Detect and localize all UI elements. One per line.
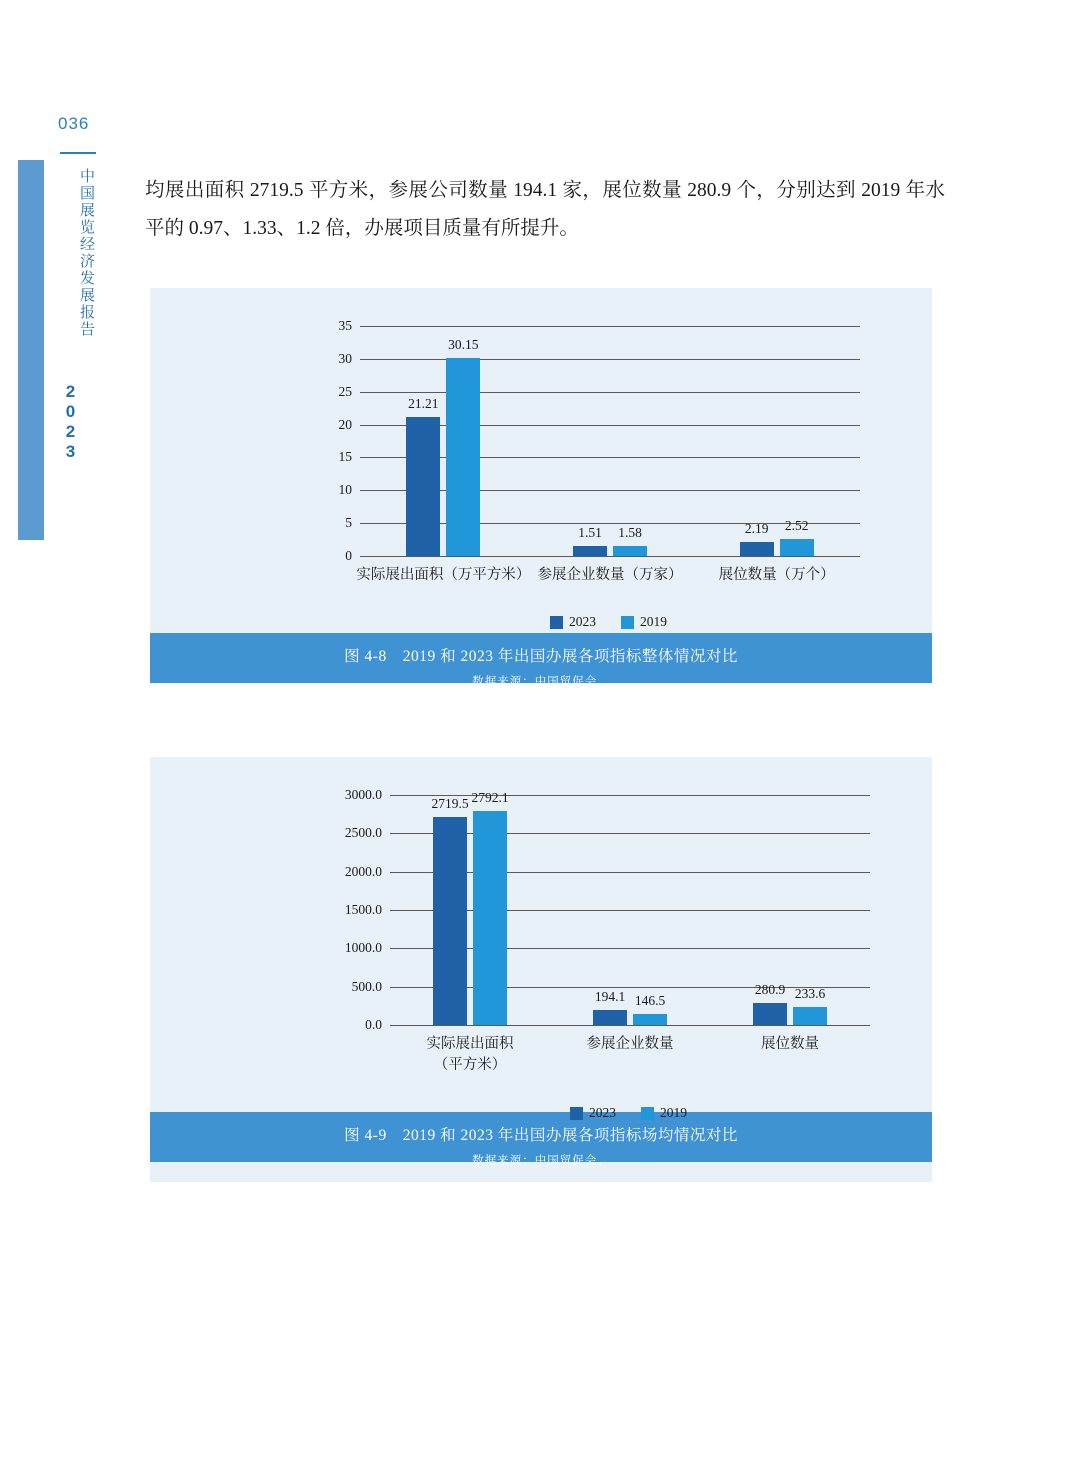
bar-2019-2 (793, 1007, 827, 1025)
gridline (390, 1025, 870, 1026)
y-axis-tick-label: 0.0 (365, 1017, 382, 1032)
figure-4-8 (150, 288, 932, 688)
y-axis-tick-label: 0 (345, 548, 352, 563)
y-axis-tick-label: 5 (345, 515, 352, 531)
figure-4-9 (150, 757, 932, 1182)
bar-2019-2 (780, 539, 814, 556)
bar-2023-1 (573, 546, 607, 556)
legend-swatch-2023 (570, 1107, 583, 1120)
bar-value-label: 233.6 (794, 986, 826, 1002)
gridline (360, 392, 860, 393)
y-axis-tick-label: 25 (338, 383, 352, 399)
x-axis-category-label: 参展企业数量（万家） (537, 567, 683, 583)
chart-legend (550, 614, 685, 630)
y-axis-tick-label: 20 (338, 416, 352, 432)
body-paragraph: 均展出面积 2719.5 平方米，参展公司数量 194.1 家，展位数量 280.9 个，分别达到 2019 年水平的 0.97、1.33、1.2 倍，办展项目质量有所提升。 (145, 180, 945, 239)
legend-label-2023: 2023 (569, 614, 596, 629)
bar-2019-1 (633, 1014, 667, 1025)
bar-value-label: 194.1 (594, 989, 626, 1005)
bar-value-label: 2792.1 (471, 789, 509, 805)
x-axis-category-label: 实际展出面积（万平方米） (356, 567, 531, 583)
page-number: 036 (58, 114, 90, 133)
legend-item-2023 (570, 1105, 616, 1121)
side-rule-divider (60, 152, 96, 154)
bar-value-label: 1.58 (618, 524, 642, 540)
y-axis-tick-label: 3000.0 (344, 787, 382, 802)
legend-swatch-2023 (550, 616, 563, 629)
x-axis-category-label: 参展企业数量 (586, 1036, 674, 1052)
y-axis-tick-label: 10 (338, 482, 352, 498)
legend-item-2023 (550, 614, 596, 630)
y-axis-tick-label: 2500.0 (344, 825, 382, 841)
bar-value-label: 280.9 (754, 982, 786, 998)
y-axis-tick-label: 500.0 (351, 978, 382, 994)
bar-2019-0 (446, 358, 480, 556)
bar-2023-2 (740, 542, 774, 556)
bar-value-label: 2719.5 (431, 795, 469, 811)
plot-area (344, 787, 870, 1120)
x-axis-category-label: 展位数量 (761, 1036, 819, 1052)
book-running-year: 2023 (61, 382, 80, 462)
y-axis-tick-label: 2000.0 (344, 863, 382, 879)
bar-2019-0 (473, 811, 507, 1025)
figure-4-8-caption: 图 4-8 2019 和 2023 年出国办展各项指标整体情况对比 (344, 648, 738, 665)
page-side-accent-bar (18, 160, 44, 540)
bar-value-label: 2.52 (784, 518, 809, 534)
figure-4-9-caption: 图 4-9 2019 和 2023 年出国办展各项指标场均情况对比 (344, 1127, 738, 1144)
x-axis-category-label: 实际展出面积 （平方米） (426, 1036, 514, 1073)
y-axis-tick-label: 1500.0 (344, 902, 382, 917)
bar-2023-0 (433, 817, 467, 1025)
chart-legend (570, 1105, 705, 1121)
legend-item-2019 (621, 614, 667, 630)
legend-swatch-2019 (641, 1107, 654, 1120)
bar-value-label: 1.51 (578, 525, 602, 541)
bar-2023-1 (593, 1010, 627, 1025)
legend-label-2019: 2019 (660, 1105, 687, 1120)
y-axis-tick-label: 1000.0 (344, 940, 382, 956)
figure-4-9-source: 数据来源：中国贸促会。 (472, 1155, 610, 1167)
gridline (360, 359, 860, 360)
y-axis-tick-label: 15 (338, 449, 352, 465)
x-axis-category-label: 展位数量（万个） (718, 567, 835, 583)
legend-label-2019: 2019 (640, 614, 667, 629)
bar-2019-1 (613, 546, 647, 556)
chart-4-8-plot (150, 288, 932, 633)
gridline (360, 326, 860, 327)
legend-item-2019 (641, 1105, 687, 1121)
legend-label-2023: 2023 (589, 1105, 616, 1120)
figure-4-9-caption-bar (150, 1112, 932, 1167)
bar-2023-0 (406, 417, 440, 556)
bar-value-label: 146.5 (634, 992, 666, 1008)
legend-swatch-2019 (621, 616, 634, 629)
y-axis-tick-label: 30 (338, 350, 352, 366)
book-running-title: 中国展览经济发展报告 (78, 168, 94, 338)
bar-value-label: 21.21 (408, 395, 439, 411)
y-axis-tick-label: 35 (338, 318, 352, 333)
figure-4-8-caption-bar (150, 633, 932, 688)
gridline (360, 556, 860, 557)
bar-value-label: 2.19 (744, 520, 769, 536)
plot-area (338, 318, 860, 629)
bar-value-label: 30.15 (448, 336, 479, 352)
chart-4-9-plot (150, 757, 932, 1120)
figure-4-8-source: 数据来源：中国贸促会。 (472, 676, 610, 688)
bar-2023-2 (753, 1003, 787, 1025)
